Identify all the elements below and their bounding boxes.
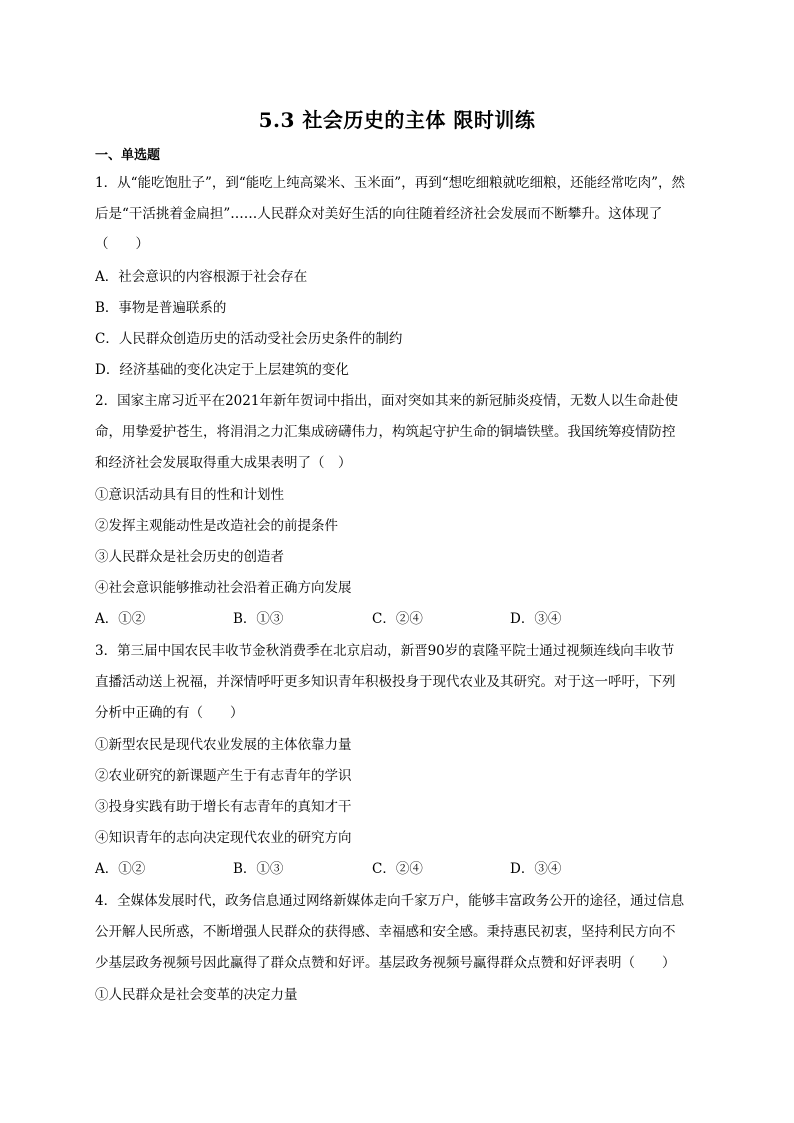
q2-statement-1: ①意识活动具有目的性和计划性 (95, 487, 284, 503)
q2-stem-line-1: 2．国家主席习近平在2021年新年贺词中指出，面对突如其来的新冠肺炎疫情，无数人以生命赴使 (95, 393, 678, 409)
q2-statement-4: ④社会意识能够推动社会沿着正确方向发展 (95, 580, 352, 596)
q2-stem-line-3: 和经济社会发展取得重大成果表明了（ ） (95, 455, 352, 471)
q2-option-a: A．①② (95, 611, 146, 627)
q2-stem-line-2: 命，用挚爱护苍生，将涓涓之力汇集成磅礴伟力，构筑起守护生命的铜墙铁壁。我国统筹疫情防控 (95, 424, 676, 440)
q1-stem-line-3: （ ） (95, 236, 149, 252)
q3-statement-2: ②农业研究的新课题产生于有志青年的学识 (95, 768, 352, 784)
q1-stem-line-2: 后是“干活挑着金扁担”……人民群众对美好生活的向往随着经济社会发展而不断攀升。这体现了 (95, 206, 663, 222)
q4-stem-line-2: 公开解人民所惑，不断增强人民群众的获得感、幸福感和安全感。秉持惠民初衷，坚持利民方向不 (95, 924, 676, 940)
section-heading: 一、单选题 (95, 148, 161, 163)
q2-option-d: D．③④ (510, 611, 562, 627)
q3-option-c: C．②④ (372, 861, 423, 877)
q1-option-b: B．事物是普遍联系的 (95, 300, 227, 316)
q3-stem-line-1: 3．第三届中国农民丰收节金秋消费季在北京启动，新晋90岁的袁隆平院士通过视频连线向丰收节 (95, 643, 675, 659)
q4-statement-1: ①人民群众是社会变革的决定力量 (95, 987, 298, 1003)
q3-statement-1: ①新型农民是现代农业发展的主体依靠力量 (95, 737, 352, 753)
q1-option-a: A．社会意识的内容根源于社会存在 (95, 269, 308, 285)
q3-statement-4: ④知识青年的志向决定现代农业的研究方向 (95, 830, 352, 846)
q3-option-b: B．①③ (233, 861, 284, 877)
q4-stem-line-3: 少基层政务视频号因此赢得了群众点赞和好评。基层政务视频号赢得群众点赞和好评表明（ ） (95, 955, 676, 971)
q3-option-d: D．③④ (510, 861, 562, 877)
q3-statement-3: ③投身实践有助于增长有志青年的真知才干 (95, 799, 352, 815)
q1-stem-line-1: 1．从“能吃饱肚子”，到“能吃上纯高粱米、玉米面”，再到“想吃细粮就吃细粮，还能经常吃肉”，然 (95, 175, 685, 191)
q1-option-d: D．经济基础的变化决定于上层建筑的变化 (95, 362, 349, 378)
q4-stem-line-1: 4．全媒体发展时代，政务信息通过网络新媒体走向千家万户，能够丰富政务公开的途径，通过信息 (95, 893, 685, 909)
q3-option-a: A．①② (95, 861, 146, 877)
q3-stem-line-3: 分析中正确的有（ ） (95, 705, 244, 721)
q3-stem-line-2: 直播活动送上祝福，并深情呼吁更多知识青年积极投身于现代农业及其研究。对于这一呼吁，下列 (95, 674, 676, 690)
q2-option-b: B．①③ (233, 611, 284, 627)
q2-statement-3: ③人民群众是社会历史的创造者 (95, 549, 284, 565)
q1-option-c: C．人民群众创造历史的活动受社会历史条件的制约 (95, 331, 403, 347)
page-title: 5.3 社会历史的主体 限时训练 (258, 108, 536, 132)
q2-statement-2: ②发挥主观能动性是改造社会的前提条件 (95, 518, 338, 534)
q2-option-c: C．②④ (372, 611, 423, 627)
